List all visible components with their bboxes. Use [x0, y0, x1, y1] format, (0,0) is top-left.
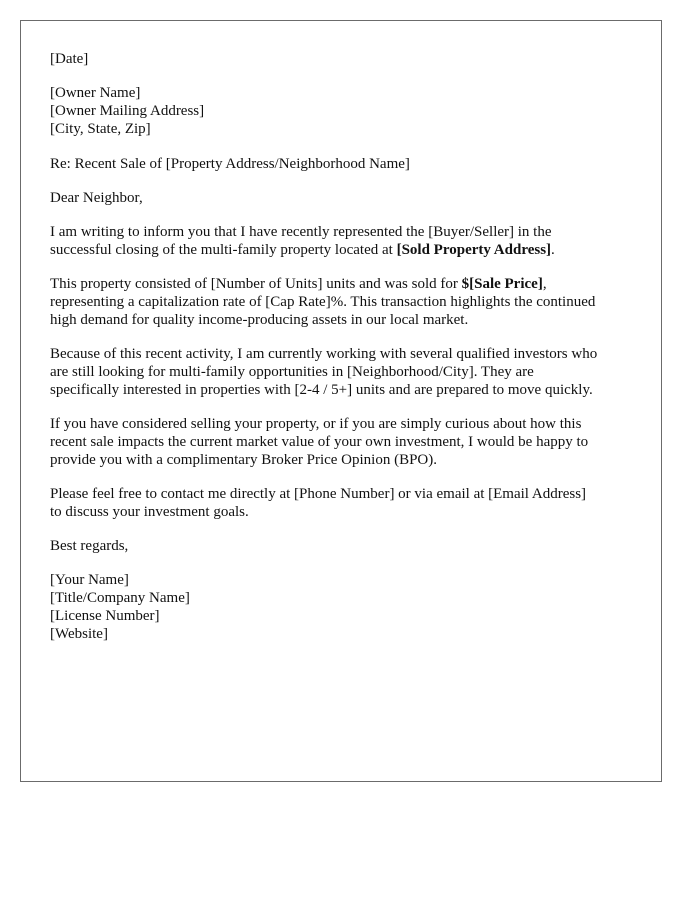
paragraph-1	[50, 223, 632, 259]
closing	[50, 537, 632, 555]
subject-text: Re: Recent Sale of [Property Address/Neighborhood Name]	[50, 156, 410, 172]
paragraph-5-line-2: to discuss your investment goals.	[50, 504, 249, 520]
paragraph-5	[50, 485, 632, 521]
paragraph-3	[50, 345, 632, 399]
paragraph-1-line-2-post: .	[551, 242, 555, 258]
sale-price: $[Sale Price]	[461, 276, 543, 292]
paragraph-2-line-1-post: ,	[542, 276, 547, 292]
subject-line	[50, 155, 632, 173]
paragraph-4-line-1: If you have considered selling your property, or if you are simply curious about how this	[50, 416, 582, 432]
paragraph-5-line-1: Please feel free to contact me directly at [Phone Number] or via email at [Email Address]	[50, 486, 587, 502]
signature-block	[50, 571, 632, 643]
paragraph-3-line-1: Because of this recent activity, I am currently working with several qualified investors who	[50, 346, 598, 362]
paragraph-2-line-2: representing a capitalization rate of [Cap Rate]%. This transaction highlights the continued	[50, 294, 596, 310]
salutation	[50, 189, 632, 207]
paragraph-1-line-2	[50, 241, 632, 259]
paragraph-2-line-3: high demand for quality income-producing assets in our local market.	[50, 312, 469, 328]
date-text: [Date]	[50, 51, 89, 67]
signature-website: [Website]	[50, 626, 108, 642]
paragraph-4-line-2: recent sale impacts the current market value of your own investment, I would be happy to	[50, 434, 589, 450]
paragraph-3-line-2: are still looking for multi-family opportunities in [Neighborhood/City]. They are	[50, 364, 534, 380]
owner-mailing-address: [Owner Mailing Address]	[50, 103, 205, 119]
closing-text: Best regards,	[50, 538, 129, 554]
signature-license: [License Number]	[50, 608, 160, 624]
letter-date	[50, 50, 632, 68]
owner-name: [Owner Name]	[50, 85, 141, 101]
recipient-block	[50, 84, 632, 138]
paragraph-2-line-1	[50, 275, 632, 293]
paragraph-2	[50, 275, 632, 329]
sold-property-address: [Sold Property Address]	[396, 242, 552, 258]
letter-page	[20, 20, 662, 782]
signature-name: [Your Name]	[50, 572, 129, 588]
paragraph-4-line-3: provide you with a complimentary Broker Price Opinion (BPO).	[50, 452, 438, 468]
paragraph-2-line-1-pre: This property consisted of [Number of Units] units and was sold for	[50, 276, 462, 292]
paragraph-3-line-3: specifically interested in properties with [2-4 / 5+] units and are prepared to move quickly.	[50, 382, 593, 398]
signature-title-company: [Title/Company Name]	[50, 590, 190, 606]
paragraph-1-line-1: I am writing to inform you that I have recently represented the [Buyer/Seller] in the	[50, 224, 552, 240]
owner-city-state-zip: [City, State, Zip]	[50, 121, 151, 137]
salutation-text: Dear Neighbor,	[50, 190, 143, 206]
paragraph-1-line-2-pre: successful closing of the multi-family property located at	[50, 242, 397, 258]
paragraph-4	[50, 415, 632, 469]
